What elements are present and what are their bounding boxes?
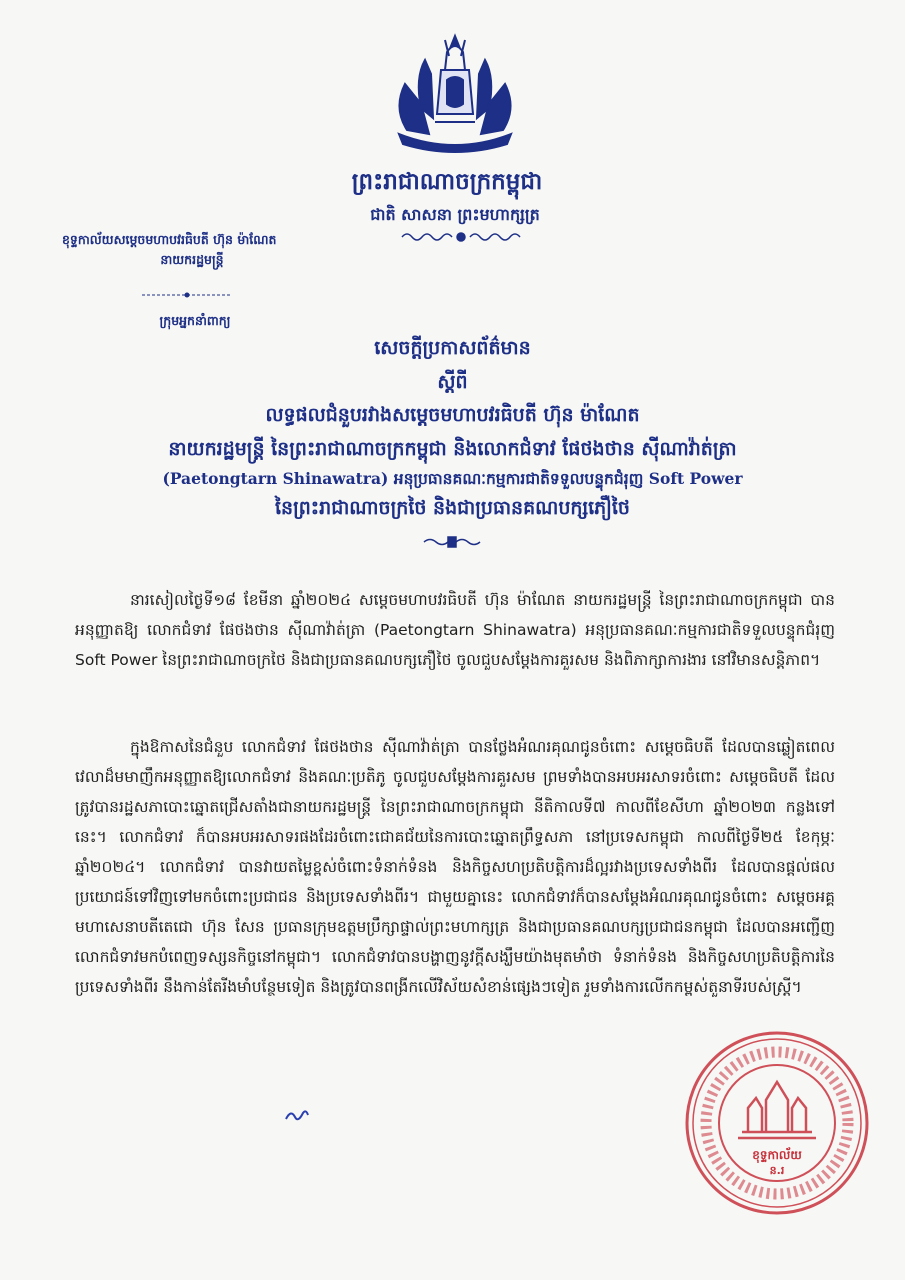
seal-center-sub: ន.រ (769, 1164, 785, 1177)
title-ornament-icon (422, 535, 482, 549)
body-paragraph-2: ក្នុងឱកាសនៃជំនួប លោកជំទាវ ផែថងថាន ស៊ីណាវ៉ាត់ត្រា បានថ្លែងអំណរគុណជូនចំពោះ សម្តេចធិបតី ដែលបានឆ្លៀតពេលវេលាដ៏មមាញឹកអនុញ្ញាតឱ្យលោកជំទាវ និងគណៈប្រតិភូ ចូលជួបសម្តែងការគួរសម ព្រមទាំងបានអបអរសាទរចំពោះ សម្តេចធិបតី ដែលត្រូវបានរដ្ឋសភាបោះឆ្នោតជ្រើសតាំងជានាយករដ្ឋមន្ត្រី នៃព្រះរាជាណាចក្រកម្ពុជា នីតិកាលទី៧ កាលពីខែសីហា ឆ្នាំ២០២៣ កន្លងទៅនេះ។ លោកជំទាវ ក៏បានអបអរសាទរផងដែរចំពោះជោគជ័យនៃការបោះឆ្នោតព្រឹទ្ធសភា នៅប្រទេសកម្ពុជា កាលពីថ្ងៃទី២៥ ខែកុម្ភៈ ឆ្នាំ២០២៤។ លោកជំទាវ បានវាយតម្លៃខ្ពស់ចំពោះទំនាក់ទំនង និងកិច្ចសហប្រតិបត្តិការដ៏ល្អរវាងប្រទេសទាំងពីរ ដែលបានផ្តល់ផលប្រយោជន៍ទៅវិញទៅមកចំពោះប្រជាជន និងប្រទេសទាំងពីរ។ ជាមួយគ្នានេះ លោកជំទាវក៏បានសម្តែងអំណរគុណជូនចំពោះ សម្តេចអគ្គមហាសេនាបតីតេជោ ហ៊ុន សែន ប្រធានក្រុមឧត្តមប្រឹក្សាផ្ទាល់ព្រះមហាក្សត្រ និងជាប្រធានគណបក្សប្រជាជនកម្ពុជា ដែលបានអញ្ជើញលោកជំទាវមកបំពេញទស្សនកិច្ចនៅកម្ពុជា។ លោកជំទាវបានបង្ហាញនូវក្តីសង្ឃឹមយ៉ាងមុតមាំថា ទំនាក់ទំនង និងកិច្ចសហប្រតិបត្តិការនៃប្រទេសទាំងពីរ នឹងកាន់តែរីងមាំបន្ថែមទៀត និងត្រូវបានពង្រីកលើវិស័យសំខាន់ផ្សេងៗទៀត រួមទាំងការលើកកម្ពស់តួនាទីរបស់ស្ត្រី។ (75, 738, 835, 996)
royal-coat-of-arms-icon (385, 30, 525, 158)
official-seal-icon (682, 1028, 872, 1218)
kingdom-title: ព្រះរាជាណាចក្រកម្ពុជា (351, 168, 543, 195)
document-subject-line4: នៃព្រះរាជាណាចក្រថៃ និងជាប្រធានគណបក្សភឿថៃ (275, 497, 630, 519)
spokesperson-unit: ក្រុមអ្នកនាំពាក្យ (159, 313, 231, 328)
document-subject-line3: (Paetongtarn Shinawatra) អនុប្រធានគណៈកម្មការជាតិទទួលបន្ទុកជំរុញ Soft Power (162, 469, 743, 488)
document-subject-line2: នាយករដ្ឋមន្ត្រី នៃព្រះរាជាណាចក្រកម្ពុជា និងលោកជំទាវ ផែថងថាន ស៊ីណាវ៉ាត់ត្រា (168, 438, 737, 460)
handwritten-mark-icon (283, 1107, 311, 1125)
body-paragraph-1: នារសៀលថ្ងៃទី១៨ ខែមីនា ឆ្នាំ២០២៤ សម្តេចមហាបវរធិបតី ហ៊ុន ម៉ាណែត នាយករដ្ឋមន្ត្រី នៃព្រះរាជាណាចក្រកម្ពុជា បានអនុញ្ញាតឱ្យ លោកជំទាវ ផែថងថាន ស៊ីណាវ៉ាត់ត្រា (Paetongtarn Shinawatra) អនុប្រធានគណៈកម្មការជាតិទទួលបន្ទុកជំរុញ Soft Power នៃព្រះរាជាណាចក្រថៃ និងជាប្រធានគណបក្សភឿថៃ ចូលជួបសម្តែងការគួរសម និងពិភាក្សាការងារ នៅវិមានសន្តិភាព។ (75, 591, 835, 669)
document-subject-line1: លទ្ធផលជំនួបរវាងសម្តេចមហាបវរធិបតី ហ៊ុន ម៉ាណែត (265, 404, 640, 426)
office-divider-icon (142, 290, 232, 300)
national-motto: ជាតិ សាសនា ព្រះមហាក្សត្រ (370, 205, 540, 224)
document-title: សេចក្តីប្រកាសព័ត៌មាន (374, 337, 531, 359)
motto-ornament-icon (398, 230, 524, 244)
seal-center-text: ខុទ្ទកាល័យ (752, 1148, 802, 1162)
office-name: ខុទ្ទកាល័យសម្តេចមហាបវរធិបតី ហ៊ុន ម៉ាណែត (62, 232, 277, 247)
document-subject-label: ស្តីពី (437, 371, 468, 393)
office-subtitle: នាយករដ្ឋមន្ត្រី (160, 252, 224, 267)
